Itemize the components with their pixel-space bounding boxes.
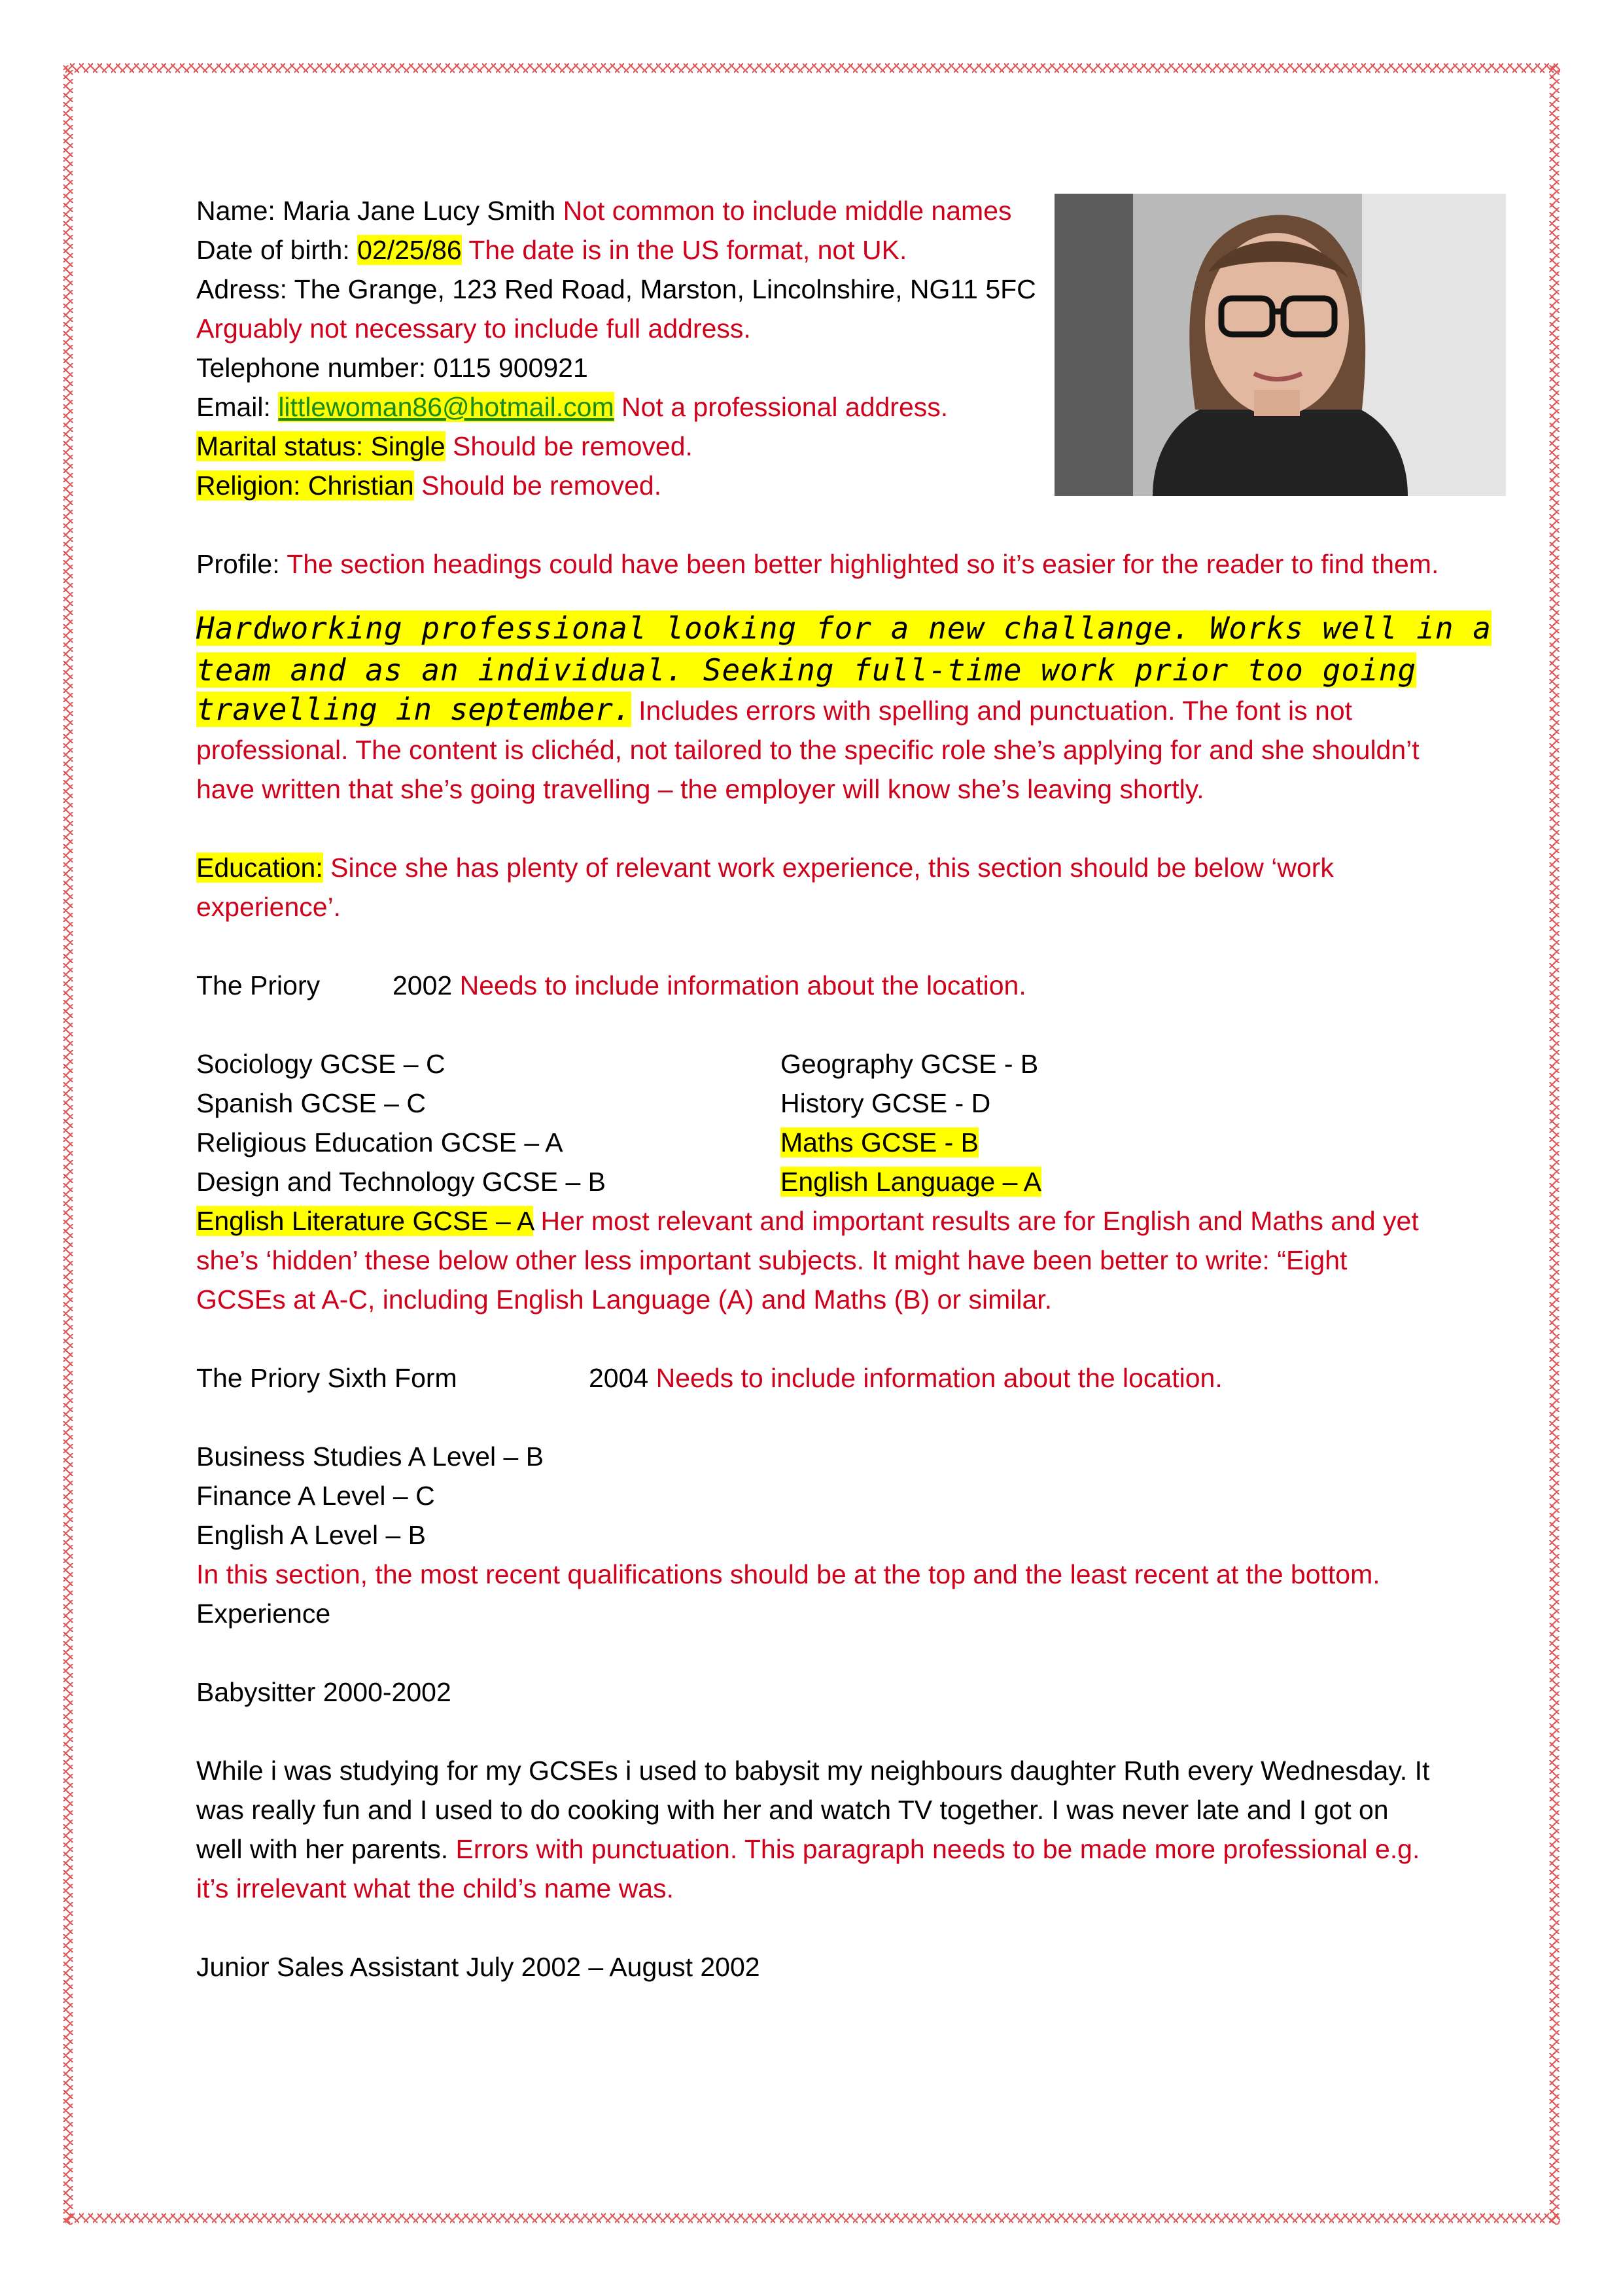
statement-line: travelling in september.: [196, 692, 631, 727]
gcse-grid: [196, 1044, 1439, 1201]
religion: Religion: Christian: [196, 470, 414, 501]
school-year: 2002: [393, 970, 453, 1000]
gcse-item: Geography GCSE - B: [780, 1049, 1039, 1079]
gcse-item: English Literature GCSE – A: [196, 1206, 534, 1236]
job-description: While i was studying for my GCSEs i used to babysit my neighbours daughter Ruth every Wednesday. It was really fun and I used to do cooking with her and watch TV together. I was never late and I got on well with her parents.: [196, 1756, 1430, 1864]
religion-line: [196, 466, 1439, 505]
school-name: The Priory: [196, 970, 321, 1000]
annotation: In this section, the most recent qualifications should be at the top and the least recent at the bottom.: [196, 1559, 1380, 1589]
phone-line: Telephone number: 0115 900921: [196, 353, 588, 383]
annotation: Should be removed.: [421, 470, 662, 501]
education-heading: [196, 848, 1439, 927]
gcse-item: English Language – A: [780, 1167, 1041, 1197]
section-heading: Experience: [196, 1598, 331, 1629]
gcse-item: Maths GCSE - B: [780, 1127, 979, 1157]
gcse-item: Religious Education GCSE – A: [196, 1127, 563, 1157]
dob-line: [196, 230, 1439, 270]
annotation: Not common to include middle names: [563, 196, 1012, 226]
marital-line: [196, 427, 1439, 466]
email-link[interactable]: littlewoman86@hotmail.com: [278, 392, 614, 422]
name-line: [196, 191, 1439, 230]
school2-line: [196, 1358, 1439, 1398]
job-title: Junior Sales Assistant July 2002 – August 2002: [196, 1952, 760, 1982]
decorative-border-bottom: [65, 2213, 1560, 2223]
profile-statement: [196, 607, 1492, 809]
alevel-item: Business Studies A Level – B: [196, 1441, 544, 1472]
annotation: Should be removed.: [452, 431, 693, 461]
profile-heading: [196, 544, 1439, 584]
alevel-item: Finance A Level – C: [196, 1481, 435, 1511]
statement-line: team and as an individual. Seeking full-time work prior too going: [196, 652, 1417, 688]
annotation: Errors with punctuation. This paragraph needs to be made more professional e.g. it’s irrelevant what the child’s name was.: [196, 1834, 1420, 1903]
alevel-item: English A Level – B: [196, 1520, 427, 1550]
dob-label: Date of birth:: [196, 235, 358, 265]
job1-description: [196, 1751, 1439, 1908]
annotation: The section headings could have been better highlighted so it’s easier for the reader to find them.: [287, 549, 1439, 579]
decorative-border-left: [63, 65, 73, 2225]
marital-status: Marital status: Single: [196, 431, 445, 461]
annotation: Since she has plenty of relevant work experience, this section should be below ‘work experience’.: [196, 853, 1334, 922]
annotation: Arguably not necessary to include full address.: [196, 313, 751, 344]
gcse-item: Design and Technology GCSE – B: [196, 1167, 606, 1197]
section-heading: Education:: [196, 853, 323, 883]
gcse-extra: [196, 1201, 1439, 1319]
email-line: [196, 387, 1439, 427]
gcse-item: Sociology GCSE – C: [196, 1049, 445, 1079]
email-label: Email:: [196, 392, 279, 422]
cv-content: [196, 191, 1492, 1987]
annotation: Her most relevant and important results are for English and Maths and yet she’s ‘hidden’ these below other less important subjects. It might have been better to write: “Eight GCSEs at A-C, including English Language (A) and Maths (B) or similar.: [196, 1206, 1419, 1315]
decorative-border-top: [65, 63, 1560, 73]
section-heading: Profile:: [196, 549, 287, 579]
annotation: Needs to include information about the location.: [655, 1363, 1223, 1393]
job-title: Babysitter 2000-2002: [196, 1677, 451, 1707]
annotation: The date is in the US format, not UK.: [468, 235, 907, 265]
school-name: The Priory Sixth Form: [196, 1363, 457, 1393]
school1-line: [196, 966, 1439, 1005]
gcse-item: History GCSE - D: [780, 1088, 991, 1118]
annotation: Needs to include information about the location.: [459, 970, 1026, 1000]
annotation: Not a professional address.: [621, 392, 949, 422]
statement-line: Hardworking professional looking for a new challange. Works well in a: [196, 610, 1492, 646]
gcse-item: Spanish GCSE – C: [196, 1088, 426, 1118]
name-text: Name: Maria Jane Lucy Smith: [196, 196, 556, 226]
address-line: Adress: The Grange, 123 Red Road, Marston, Lincolnshire, NG11 5FC: [196, 274, 1036, 304]
decorative-border-right: [1549, 65, 1560, 2225]
annotation: Includes errors with spelling and punctuation. The font is not professional. The content is clichéd, not tailored to the specific role she’s applying for and she shouldn’t have written that she’s going travelling – the employer will know she’s leaving shortly.: [196, 696, 1420, 804]
dob-value: 02/25/86: [357, 235, 462, 265]
school-year: 2004: [589, 1363, 649, 1393]
